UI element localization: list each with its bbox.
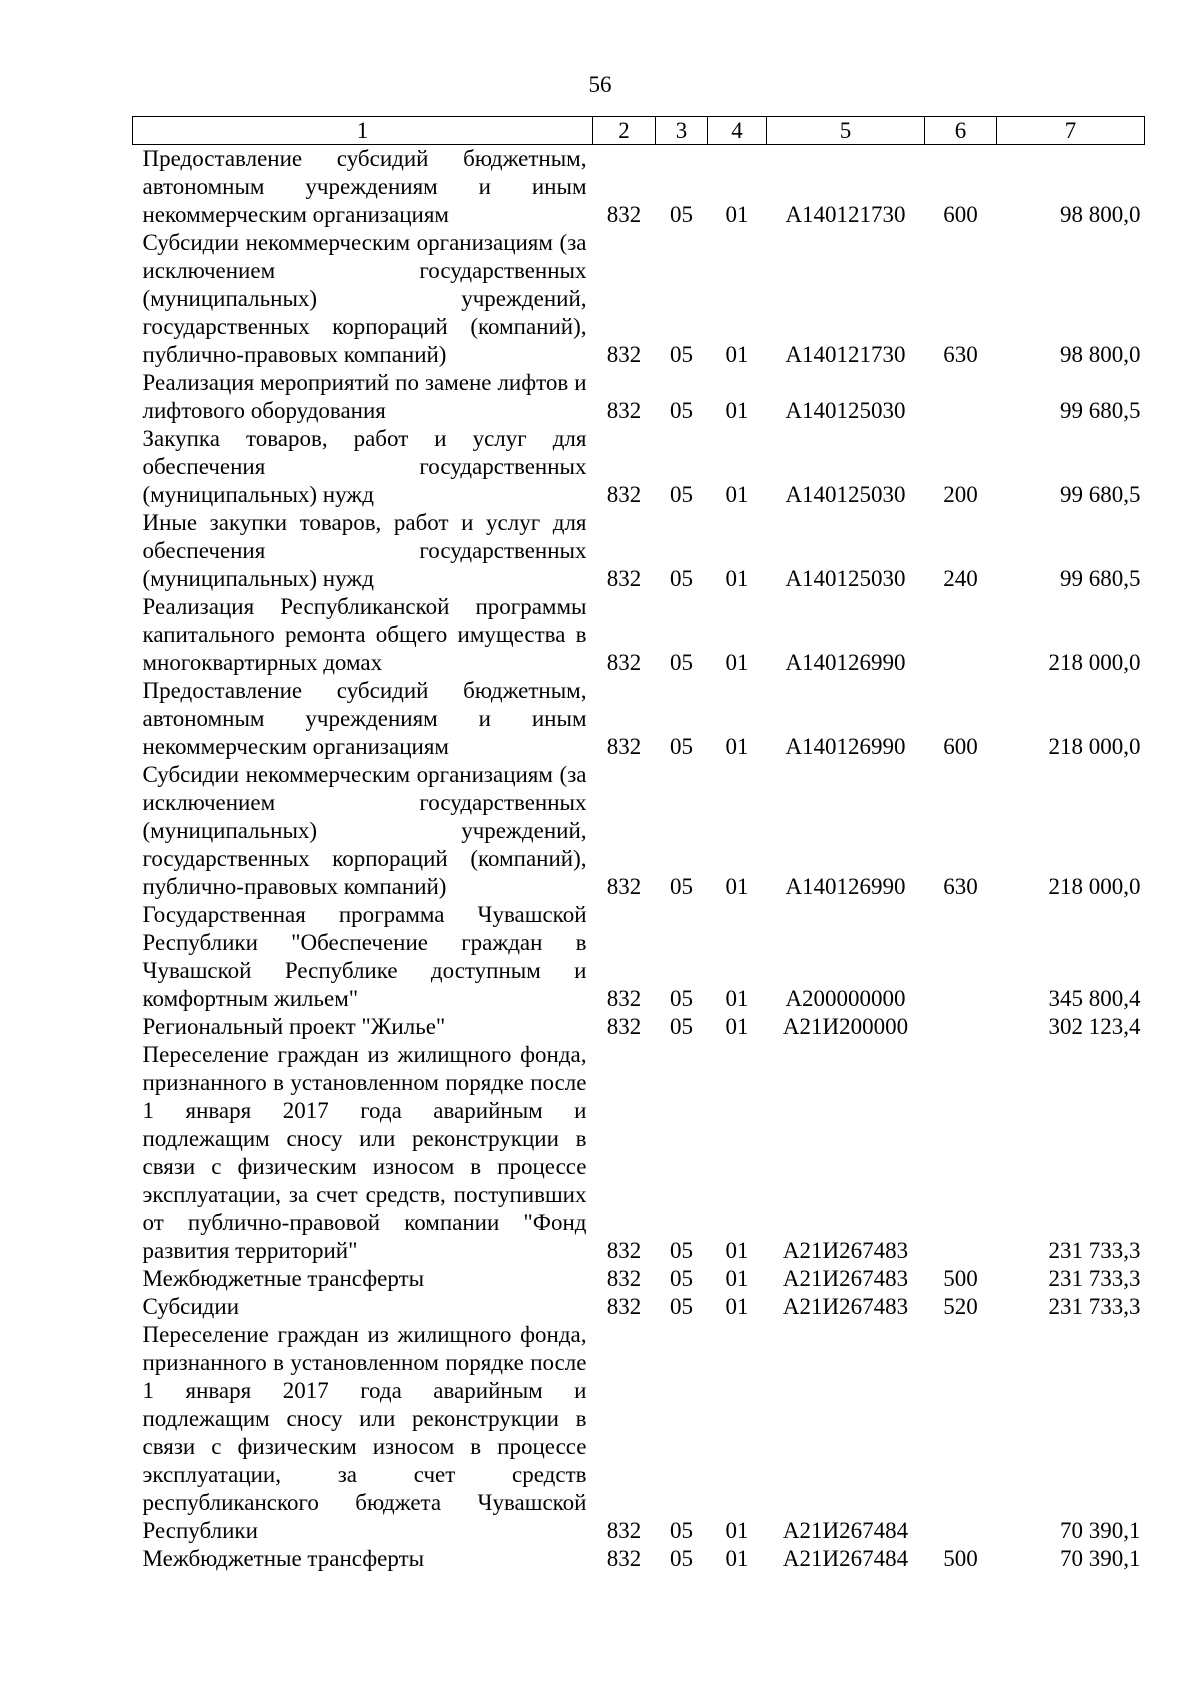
table-row — [133, 901, 1145, 1013]
expense-type-code — [925, 901, 997, 1013]
table-row — [133, 677, 1145, 761]
row-name: Предоставление субсидий бюджетным, автономным учреждениям и иным некоммерческим организациям — [142, 678, 587, 759]
amount: 302 123,4 — [1048, 1014, 1141, 1039]
section-code: 05 — [670, 1238, 693, 1263]
row-name: Закупка товаров, работ и услуг для обеспечения государственных (муниципальных) нужд — [142, 426, 587, 507]
expense-type-code: 630 — [943, 342, 978, 367]
budget-table — [132, 116, 1145, 1573]
table-row — [133, 145, 1145, 230]
column-header-5: 5 — [767, 117, 925, 145]
amount: 99 680,5 — [1060, 398, 1141, 423]
column-header-6: 6 — [925, 117, 997, 145]
column-header-2: 2 — [593, 117, 656, 145]
section-code: 05 — [670, 650, 693, 675]
target-article-code: А21И267483 — [782, 1266, 909, 1291]
subsection-code: 01 — [725, 1518, 749, 1543]
table-body — [133, 145, 1145, 1574]
section-code: 05 — [670, 1294, 693, 1319]
expense-type-code: 520 — [943, 1294, 978, 1319]
row-name: Реализация мероприятий по замене лифтов и лифтового оборудования — [142, 370, 587, 423]
admin-code: 832 — [606, 342, 642, 367]
column-header-3: 3 — [656, 117, 708, 145]
expense-type-code: 500 — [943, 1546, 978, 1571]
target-article-code: А21И200000 — [782, 1014, 909, 1039]
row-name: Субсидии некоммерческим организациям (за исключением государственных (муниципальных) учреждений, государственных корпораций (компаний), публично-правовых компаний) — [142, 230, 587, 367]
row-name: Реализация Республиканской программы капитального ремонта общего имущества в многоквартирных домах — [142, 594, 587, 675]
amount: 98 800,0 — [1060, 342, 1141, 367]
expense-type-code — [925, 1041, 997, 1265]
table-row — [133, 369, 1145, 425]
table-row — [133, 1041, 1145, 1265]
target-article-code: А21И267483 — [782, 1238, 909, 1263]
subsection-code: 01 — [725, 342, 749, 367]
amount: 99 680,5 — [1060, 566, 1141, 591]
target-article-code: А21И267484 — [782, 1546, 909, 1571]
section-code: 05 — [670, 342, 693, 367]
expense-type-code — [925, 593, 997, 677]
target-article-code: А140126990 — [785, 874, 906, 899]
amount: 98 800,0 — [1060, 202, 1141, 227]
section-code: 05 — [670, 1266, 693, 1291]
column-header-7: 7 — [997, 117, 1145, 145]
target-article-code: А140126990 — [785, 734, 906, 759]
subsection-code: 01 — [725, 1014, 749, 1039]
row-name: Региональный проект "Жилье" — [142, 1014, 446, 1039]
table-row — [133, 1545, 1145, 1573]
expense-type-code: 600 — [943, 202, 978, 227]
table-row — [133, 761, 1145, 901]
row-name: Государственная программа Чувашской Республики "Обеспечение граждан в Чувашской Республике доступным и комфортным жильем" — [142, 902, 587, 1011]
admin-code: 832 — [606, 650, 642, 675]
admin-code: 832 — [606, 874, 642, 899]
table-row — [133, 425, 1145, 509]
row-name: Субсидии — [142, 1294, 240, 1319]
row-name: Переселение граждан из жилищного фонда, признанного в установленном порядке после 1 января 2017 года аварийным и подлежащим сносу или реконструкции в связи с физическим износом в процессе эксплуатации, за счет средств, поступивших от публично-правовой компании "Фонд развития территорий" — [142, 1042, 587, 1263]
column-header-4: 4 — [708, 117, 767, 145]
expense-type-code — [925, 369, 997, 425]
admin-code: 832 — [606, 734, 642, 759]
expense-type-code — [925, 1013, 997, 1041]
admin-code: 832 — [606, 202, 642, 227]
target-article-code: А140125030 — [785, 398, 906, 423]
subsection-code: 01 — [725, 1294, 749, 1319]
subsection-code: 01 — [725, 482, 749, 507]
admin-code: 832 — [606, 1294, 642, 1319]
amount: 218 000,0 — [1048, 734, 1141, 759]
section-code: 05 — [670, 874, 693, 899]
target-article-code: А140121730 — [785, 342, 906, 367]
amount: 231 733,3 — [1048, 1266, 1141, 1291]
subsection-code: 01 — [725, 566, 749, 591]
table-row — [133, 1013, 1145, 1041]
subsection-code: 01 — [725, 734, 749, 759]
table-row — [133, 1293, 1145, 1321]
subsection-code: 01 — [725, 874, 749, 899]
admin-code: 832 — [606, 482, 642, 507]
target-article-code: А21И267484 — [782, 1518, 909, 1543]
section-code: 05 — [670, 734, 693, 759]
row-name: Субсидии некоммерческим организациям (за исключением государственных (муниципальных) учреждений, государственных корпораций (компаний), публично-правовых компаний) — [142, 762, 587, 899]
row-name: Предоставление субсидий бюджетным, автономным учреждениям и иным некоммерческим организациям — [142, 146, 587, 227]
target-article-code: А140125030 — [785, 566, 906, 591]
page-number: 56 — [588, 72, 612, 97]
section-code: 05 — [670, 482, 693, 507]
target-article-code: А200000000 — [785, 986, 906, 1011]
expense-type-code — [925, 1321, 997, 1545]
admin-code: 832 — [606, 986, 642, 1011]
expense-type-code: 600 — [943, 734, 978, 759]
table-row — [133, 509, 1145, 593]
table-row — [133, 229, 1145, 369]
admin-code: 832 — [606, 1518, 642, 1543]
admin-code: 832 — [606, 1014, 642, 1039]
table-row — [133, 593, 1145, 677]
admin-code: 832 — [606, 1238, 642, 1263]
admin-code: 832 — [606, 566, 642, 591]
subsection-code: 01 — [725, 1266, 749, 1291]
expense-type-code: 500 — [943, 1266, 978, 1291]
amount: 218 000,0 — [1048, 650, 1141, 675]
target-article-code: А21И267483 — [782, 1294, 909, 1319]
admin-code: 832 — [606, 1266, 642, 1291]
section-code: 05 — [670, 202, 693, 227]
subsection-code: 01 — [725, 1238, 749, 1263]
section-code: 05 — [670, 1518, 693, 1543]
amount: 70 390,1 — [1060, 1518, 1141, 1543]
expense-type-code: 630 — [943, 874, 978, 899]
subsection-code: 01 — [725, 986, 749, 1011]
target-article-code: А140121730 — [785, 202, 906, 227]
admin-code: 832 — [606, 398, 642, 423]
row-name: Межбюджетные трансферты — [142, 1266, 425, 1291]
table-row — [133, 1265, 1145, 1293]
expense-type-code: 200 — [943, 482, 978, 507]
table-row — [133, 1321, 1145, 1545]
target-article-code: А140126990 — [785, 650, 906, 675]
row-name: Переселение граждан из жилищного фонда, признанного в установленном порядке после 1 января 2017 года аварийным и подлежащим сносу или реконструкции в связи с физическим износом в процессе эксплуатации, за счет средств республиканского бюджета Чувашской Республики — [142, 1322, 587, 1543]
subsection-code: 01 — [725, 202, 749, 227]
subsection-code: 01 — [725, 650, 749, 675]
amount: 99 680,5 — [1060, 482, 1141, 507]
section-code: 05 — [670, 398, 693, 423]
section-code: 05 — [670, 1546, 693, 1571]
target-article-code: А140125030 — [785, 482, 906, 507]
expense-type-code: 240 — [943, 566, 978, 591]
amount: 70 390,1 — [1060, 1546, 1141, 1571]
admin-code: 832 — [606, 1546, 642, 1571]
row-name: Межбюджетные трансферты — [142, 1546, 425, 1571]
amount: 231 733,3 — [1048, 1238, 1141, 1263]
row-name: Иные закупки товаров, работ и услуг для обеспечения государственных (муниципальных) нужд — [142, 510, 587, 591]
amount: 231 733,3 — [1048, 1294, 1141, 1319]
section-code: 05 — [670, 1014, 693, 1039]
subsection-code: 01 — [725, 1546, 749, 1571]
subsection-code: 01 — [725, 398, 749, 423]
amount: 345 800,4 — [1048, 986, 1141, 1011]
column-header-1: 1 — [133, 117, 593, 145]
amount: 218 000,0 — [1048, 874, 1141, 899]
table-header — [133, 117, 1145, 145]
section-code: 05 — [670, 566, 693, 591]
section-code: 05 — [670, 986, 693, 1011]
header-row — [133, 117, 1145, 145]
